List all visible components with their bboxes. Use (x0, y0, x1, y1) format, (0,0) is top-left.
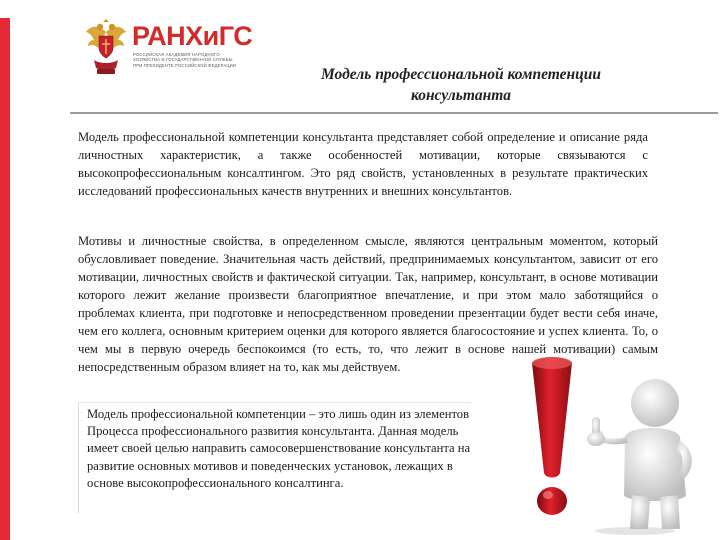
paragraph-summary: Модель профессиональной компетенции – это лишь один из элементов Процесса профессионального развития консультанта. Данная модель имеет своей целью направить самосовершенствование консультанта на развитие основных мотивов и поведенческих установок, лежащих в основе высокопрофессионального консалтинга. (87, 407, 471, 490)
logo-wordmark: РАНХиГС (132, 21, 253, 51)
ranepa-logo (84, 18, 253, 80)
summary-box (78, 402, 471, 513)
logo-subtitle: РОССИЙСКАЯ АКАДЕМИЯ НАРОДНОГО ХОЗЯЙСТВА И ГОСУДАРСТВЕННОЙ СЛУЖБЫ ПРИ ПРЕЗИДЕНТЕ РОССИЙСКОЙ ФЕДЕРАЦИИ (133, 52, 237, 68)
paragraph-motivation: Мотивы и личностные свойства, в определенном смысле, являются центральным моментом, который обусловливает поведение. Значительная часть действий, предпринимаемых консультантом, зависит от его мотивации, личностных свойств и фактической ситуации. Так, например, консультант, в основе мотивации которого лежит желание произвести благоприятное впечатление, и при этом мало заботящийся о проблемах клиента, при подготовке и непосредственном проведении презентации будет вести себя иначе, чем его коллега, основным критерием оценки для которого является благосостояние и успех клиента. То, о чем мы в первую очередь беспокоимся (то есть, то, что лежит в основе нашей мотивации) самым непосредственным образом влияет на то, как мы действуем. (78, 234, 658, 374)
thumbs-up-person-icon (587, 379, 692, 535)
illustration (480, 345, 720, 535)
paragraph-definition: Модель профессиональной компетенции консультанта представляет собой определение и описание ряда личностных характеристик, а также особенностей мотивации, которые связываются с высокопрофессиональным консалтингом. Это ряд свойств, установленных в результате практических исследований профессиональных качеств внутренних и внешних консультантов. (78, 130, 648, 198)
slide-title: Модель профессиональной компетенции консультанта (320, 66, 601, 104)
double-headed-eagle-emblem (84, 18, 128, 76)
accent-bar (0, 18, 10, 540)
title-divider (70, 112, 718, 114)
exclamation-mark-icon (532, 357, 572, 515)
